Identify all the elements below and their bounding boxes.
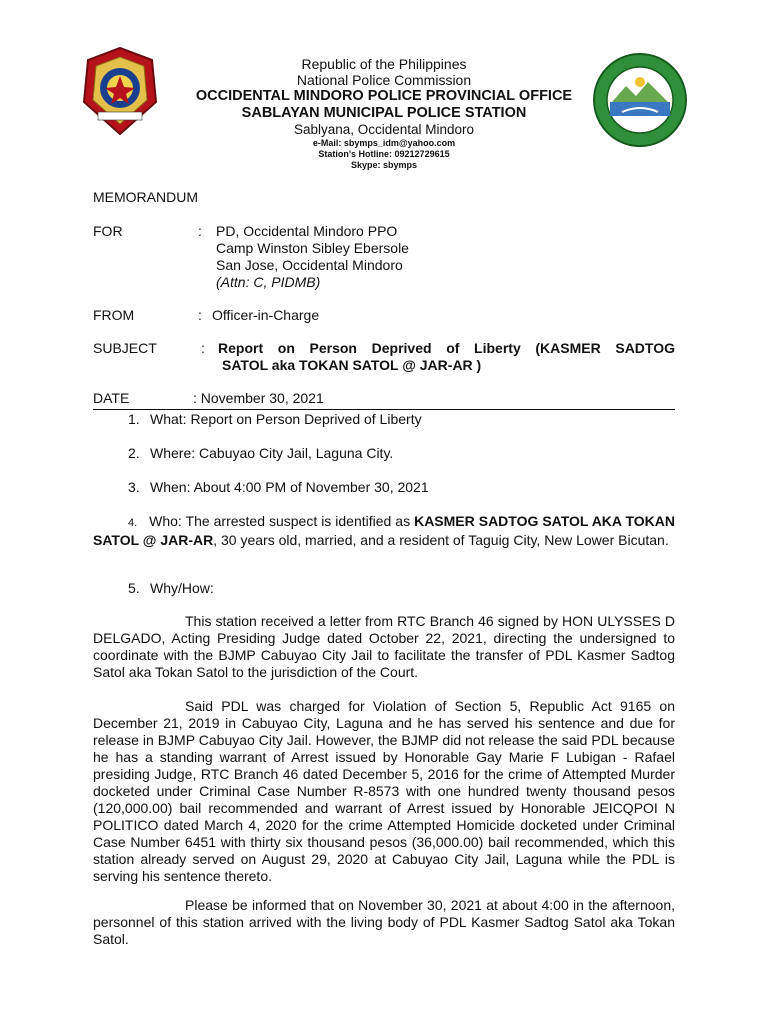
item-where: Where: Cabuyao City Jail, Laguna City. bbox=[150, 445, 394, 461]
item-why-how: Why/How: bbox=[150, 580, 214, 596]
item-who-paragraph bbox=[93, 513, 675, 549]
who-suspect-name: KASMER SADTOG SATOL AKA TOKAN SATOL @ JAR-AR bbox=[93, 513, 676, 548]
from-label: FROM bbox=[93, 307, 135, 323]
who-suffix: , 30 years old, married, and a resident of Taguig City, New Lower Bicutan. bbox=[213, 532, 669, 548]
for-label: FOR bbox=[93, 223, 123, 239]
letterhead-hotline: Station's Hotline: 09212729615 bbox=[318, 149, 450, 159]
date-label: DATE bbox=[93, 390, 130, 406]
letterhead-skype: Skype: sbymps bbox=[350, 160, 418, 170]
item-number-2: 2. bbox=[128, 445, 140, 461]
item-number-5: 5. bbox=[128, 580, 140, 596]
for-line-1: PD, Occidental Mindoro PPO bbox=[216, 223, 398, 239]
for-line-attn: (Attn: C, PIDMB) bbox=[216, 274, 321, 290]
letterhead-location: Sablyana, Occidental Mindoro bbox=[293, 122, 475, 137]
item-when: When: About 4:00 PM of November 30, 2021 bbox=[150, 479, 429, 495]
item-number-1: 1. bbox=[128, 411, 140, 427]
letterhead-provincial-office: OCCIDENTAL MINDORO POLICE PROVINCIAL OFFICE bbox=[195, 88, 573, 104]
letterhead-napolcom: National Police Commission bbox=[296, 72, 472, 88]
subject-line-1: Report on Person Deprived of Liberty (KASMER SADTOG bbox=[218, 340, 675, 356]
subject-line-2: SATOL aka TOKAN SATOL @ JAR-AR ) bbox=[222, 357, 482, 373]
letterhead-email: e-Mail: sbymps_idm@yahoo.com bbox=[312, 138, 456, 148]
date-value: : November 30, 2021 bbox=[193, 390, 324, 406]
item-what: What: Report on Person Deprived of Liberty bbox=[150, 411, 422, 427]
subject-label: SUBJECT bbox=[93, 340, 157, 356]
item-number-4: 4. bbox=[128, 517, 138, 529]
subject-colon: : bbox=[201, 340, 205, 356]
letterhead-republic: Republic of the Philippines bbox=[301, 56, 467, 72]
header-divider bbox=[93, 409, 675, 410]
body-paragraph-2: Said PDL was charged for Violation of Section 5, Republic Act 9165 on December 21, 2019 in Cabuyao City, Laguna and he has served his sentence and due for release in BJMP Cabuyao City Jail. However, the BJMP did not release the said PDL because he has a standing warrant of Arrest issued by Honorable Gay Marie F Lubigan - Rafael presiding Judge, RTC Branch 46 dated December 5, 2016 for the crime of Attempted Murder docketed under Criminal Case Number R-8573 with one hundred twenty thousand pesos (120,000.00) bail recommended and warrant of Arrest issued by Honorable JEICQPOI N POLITICO dated March 4, 2020 for the crime Attempted Homicide docketed under Criminal Case Number 6451 with thirty six thousand pesos (36,000.00) bail recommended, which this station already served on August 29, 2020 at Cabuyao City Jail, Laguna while the PDL is serving his sentence thereto. bbox=[93, 698, 675, 884]
for-line-2: Camp Winston Sibley Ebersole bbox=[216, 240, 409, 256]
body-paragraph-3: Please be informed that on November 30, 2021 at about 4:00 in the afternoon, personnel of this station arrived with the living body of PDL Kasmer Sadtog Satol aka Tokan Satol. bbox=[93, 897, 675, 947]
from-value: Officer-in-Charge bbox=[212, 307, 320, 323]
letterhead-station: SABLAYAN MUNICIPAL POLICE STATION bbox=[241, 105, 527, 121]
for-colon: : bbox=[198, 223, 202, 239]
memo-title: MEMORANDUM bbox=[93, 189, 198, 205]
who-prefix: Who: The arrested suspect is identified as bbox=[149, 513, 411, 529]
from-colon: : bbox=[198, 307, 202, 323]
body-paragraph-1: This station received a letter from RTC Branch 46 signed by HON ULYSSES D DELGADO, Acting Presiding Judge dated October 22, 2021, directing the undersigned to coordinate with the BJMP Cabuyao City Jail to facilitate the transfer of PDL Kasmer Sadtog Satol aka Tokan Satol to the jurisdiction of the Court. bbox=[93, 613, 675, 680]
item-number-3: 3. bbox=[128, 479, 140, 495]
for-line-3: San Jose, Occidental Mindoro bbox=[216, 257, 403, 273]
